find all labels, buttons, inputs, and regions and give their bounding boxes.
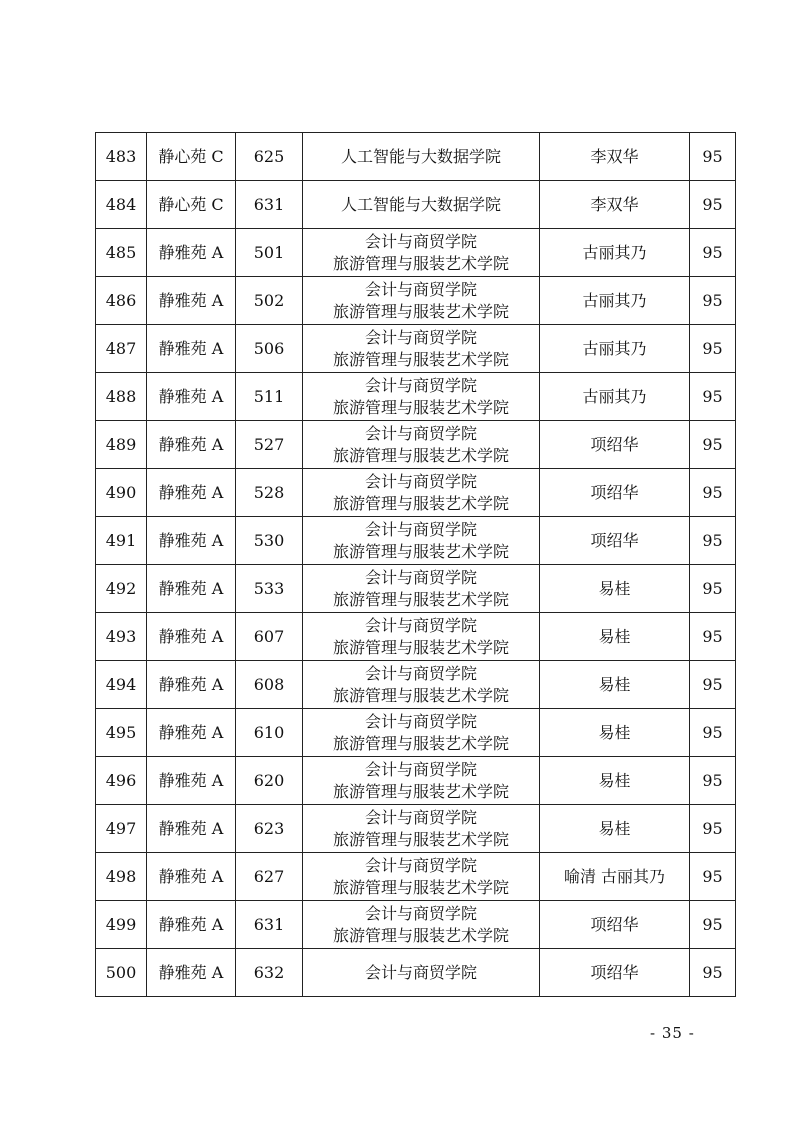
room-cell: 631 xyxy=(236,901,303,949)
college-cell xyxy=(303,133,540,181)
score-cell: 95 xyxy=(690,901,736,949)
row-number-cell: 488 xyxy=(96,373,147,421)
table-row xyxy=(96,517,736,565)
score-cell: 95 xyxy=(690,949,736,997)
table-row xyxy=(96,229,736,277)
dormitory-score-table xyxy=(95,132,736,997)
college-name: 会计与商贸学院 xyxy=(364,807,477,827)
college-name: 旅游管理与服装艺术学院 xyxy=(332,925,509,945)
row-number-cell: 495 xyxy=(96,709,147,757)
table-row xyxy=(96,133,736,181)
table-row xyxy=(96,181,736,229)
building-cell: 静雅苑 A xyxy=(147,373,236,421)
table-row xyxy=(96,421,736,469)
inspector-cell: 古丽其乃 xyxy=(540,373,690,421)
room-cell: 530 xyxy=(236,517,303,565)
score-cell: 95 xyxy=(690,565,736,613)
college-cell xyxy=(303,565,540,613)
inspector-cell: 李双华 xyxy=(540,133,690,181)
college-cell xyxy=(303,709,540,757)
score-cell: 95 xyxy=(690,133,736,181)
score-cell: 95 xyxy=(690,757,736,805)
table-row xyxy=(96,373,736,421)
college-cell xyxy=(303,469,540,517)
college-name: 会计与商贸学院 xyxy=(364,903,477,923)
table-row xyxy=(96,661,736,709)
inspector-cell: 项绍华 xyxy=(540,901,690,949)
row-number-cell: 493 xyxy=(96,613,147,661)
college-name: 旅游管理与服装艺术学院 xyxy=(332,589,509,609)
room-cell: 610 xyxy=(236,709,303,757)
inspector-cell: 李双华 xyxy=(540,181,690,229)
college-name: 旅游管理与服装艺术学院 xyxy=(332,829,509,849)
inspector-cell: 古丽其乃 xyxy=(540,325,690,373)
inspector-cell: 古丽其乃 xyxy=(540,229,690,277)
college-name: 旅游管理与服装艺术学院 xyxy=(332,877,509,897)
row-number-cell: 500 xyxy=(96,949,147,997)
room-cell: 528 xyxy=(236,469,303,517)
score-cell: 95 xyxy=(690,709,736,757)
row-number-cell: 491 xyxy=(96,517,147,565)
building-cell: 静雅苑 A xyxy=(147,853,236,901)
college-name: 会计与商贸学院 xyxy=(364,231,477,251)
table-row xyxy=(96,757,736,805)
inspector-cell: 项绍华 xyxy=(540,421,690,469)
building-cell: 静雅苑 A xyxy=(147,661,236,709)
building-cell: 静雅苑 A xyxy=(147,949,236,997)
room-cell: 627 xyxy=(236,853,303,901)
college-name: 会计与商贸学院 xyxy=(364,711,477,731)
score-cell: 95 xyxy=(690,373,736,421)
college-name: 会计与商贸学院 xyxy=(364,279,477,299)
college-name: 会计与商贸学院 xyxy=(364,327,477,347)
college-name: 会计与商贸学院 xyxy=(364,519,477,539)
inspector-cell: 易桂 xyxy=(540,757,690,805)
building-cell: 静雅苑 A xyxy=(147,325,236,373)
college-cell xyxy=(303,277,540,325)
inspector-cell: 易桂 xyxy=(540,805,690,853)
row-number-cell: 485 xyxy=(96,229,147,277)
table-body xyxy=(96,133,736,997)
room-cell: 506 xyxy=(236,325,303,373)
building-cell: 静心苑 C xyxy=(147,181,236,229)
inspector-cell: 易桂 xyxy=(540,661,690,709)
score-cell: 95 xyxy=(690,517,736,565)
building-cell: 静雅苑 A xyxy=(147,517,236,565)
inspector-cell: 易桂 xyxy=(540,565,690,613)
room-cell: 623 xyxy=(236,805,303,853)
college-name: 会计与商贸学院 xyxy=(364,962,477,982)
table-row xyxy=(96,949,736,997)
college-name: 会计与商贸学院 xyxy=(364,759,477,779)
college-name: 旅游管理与服装艺术学院 xyxy=(332,781,509,801)
room-cell: 631 xyxy=(236,181,303,229)
college-name: 会计与商贸学院 xyxy=(364,663,477,683)
room-cell: 501 xyxy=(236,229,303,277)
score-cell: 95 xyxy=(690,661,736,709)
inspector-cell: 古丽其乃 xyxy=(540,277,690,325)
row-number-cell: 483 xyxy=(96,133,147,181)
college-name: 会计与商贸学院 xyxy=(364,471,477,491)
room-cell: 607 xyxy=(236,613,303,661)
college-name: 会计与商贸学院 xyxy=(364,375,477,395)
row-number-cell: 496 xyxy=(96,757,147,805)
table-row xyxy=(96,277,736,325)
row-number-cell: 487 xyxy=(96,325,147,373)
score-cell: 95 xyxy=(690,853,736,901)
college-cell xyxy=(303,229,540,277)
building-cell: 静雅苑 A xyxy=(147,565,236,613)
college-name: 旅游管理与服装艺术学院 xyxy=(332,397,509,417)
score-cell: 95 xyxy=(690,325,736,373)
table-row xyxy=(96,901,736,949)
room-cell: 625 xyxy=(236,133,303,181)
college-cell xyxy=(303,325,540,373)
college-cell xyxy=(303,853,540,901)
room-cell: 533 xyxy=(236,565,303,613)
college-name: 会计与商贸学院 xyxy=(364,423,477,443)
row-number-cell: 498 xyxy=(96,853,147,901)
table-row xyxy=(96,709,736,757)
college-cell xyxy=(303,181,540,229)
college-cell xyxy=(303,421,540,469)
row-number-cell: 499 xyxy=(96,901,147,949)
inspector-cell: 项绍华 xyxy=(540,469,690,517)
college-name: 旅游管理与服装艺术学院 xyxy=(332,445,509,465)
inspector-cell: 易桂 xyxy=(540,613,690,661)
score-cell: 95 xyxy=(690,421,736,469)
college-name: 旅游管理与服装艺术学院 xyxy=(332,733,509,753)
building-cell: 静雅苑 A xyxy=(147,805,236,853)
row-number-cell: 484 xyxy=(96,181,147,229)
college-name: 旅游管理与服装艺术学院 xyxy=(332,349,509,369)
inspector-cell: 项绍华 xyxy=(540,949,690,997)
college-cell xyxy=(303,901,540,949)
table-row xyxy=(96,565,736,613)
building-cell: 静雅苑 A xyxy=(147,277,236,325)
room-cell: 632 xyxy=(236,949,303,997)
college-cell xyxy=(303,373,540,421)
college-name: 旅游管理与服装艺术学院 xyxy=(332,541,509,561)
college-cell xyxy=(303,805,540,853)
row-number-cell: 489 xyxy=(96,421,147,469)
college-cell xyxy=(303,757,540,805)
row-number-cell: 492 xyxy=(96,565,147,613)
score-cell: 95 xyxy=(690,613,736,661)
score-cell: 95 xyxy=(690,469,736,517)
college-name: 会计与商贸学院 xyxy=(364,615,477,635)
row-number-cell: 486 xyxy=(96,277,147,325)
page-number: - 35 - xyxy=(650,1024,695,1042)
college-name: 会计与商贸学院 xyxy=(364,567,477,587)
score-cell: 95 xyxy=(690,805,736,853)
college-name: 旅游管理与服装艺术学院 xyxy=(332,493,509,513)
building-cell: 静雅苑 A xyxy=(147,757,236,805)
building-cell: 静雅苑 A xyxy=(147,421,236,469)
table-row xyxy=(96,613,736,661)
table-row xyxy=(96,469,736,517)
building-cell: 静心苑 C xyxy=(147,133,236,181)
table-row xyxy=(96,805,736,853)
inspector-cell: 项绍华 xyxy=(540,517,690,565)
room-cell: 511 xyxy=(236,373,303,421)
room-cell: 502 xyxy=(236,277,303,325)
college-cell xyxy=(303,661,540,709)
building-cell: 静雅苑 A xyxy=(147,709,236,757)
table-row xyxy=(96,325,736,373)
college-cell xyxy=(303,613,540,661)
inspector-cell: 喻清 古丽其乃 xyxy=(540,853,690,901)
table-row xyxy=(96,853,736,901)
building-cell: 静雅苑 A xyxy=(147,229,236,277)
room-cell: 608 xyxy=(236,661,303,709)
score-cell: 95 xyxy=(690,181,736,229)
room-cell: 527 xyxy=(236,421,303,469)
college-name: 旅游管理与服装艺术学院 xyxy=(332,637,509,657)
building-cell: 静雅苑 A xyxy=(147,901,236,949)
inspector-cell: 易桂 xyxy=(540,709,690,757)
college-cell xyxy=(303,949,540,997)
college-name: 旅游管理与服装艺术学院 xyxy=(332,253,509,273)
score-cell: 95 xyxy=(690,277,736,325)
college-name: 会计与商贸学院 xyxy=(364,855,477,875)
college-name: 旅游管理与服装艺术学院 xyxy=(332,301,509,321)
room-cell: 620 xyxy=(236,757,303,805)
row-number-cell: 494 xyxy=(96,661,147,709)
college-cell xyxy=(303,517,540,565)
college-name: 人工智能与大数据学院 xyxy=(340,146,501,166)
college-name: 人工智能与大数据学院 xyxy=(340,194,501,214)
row-number-cell: 490 xyxy=(96,469,147,517)
building-cell: 静雅苑 A xyxy=(147,469,236,517)
row-number-cell: 497 xyxy=(96,805,147,853)
college-name: 旅游管理与服装艺术学院 xyxy=(332,685,509,705)
score-cell: 95 xyxy=(690,229,736,277)
building-cell: 静雅苑 A xyxy=(147,613,236,661)
